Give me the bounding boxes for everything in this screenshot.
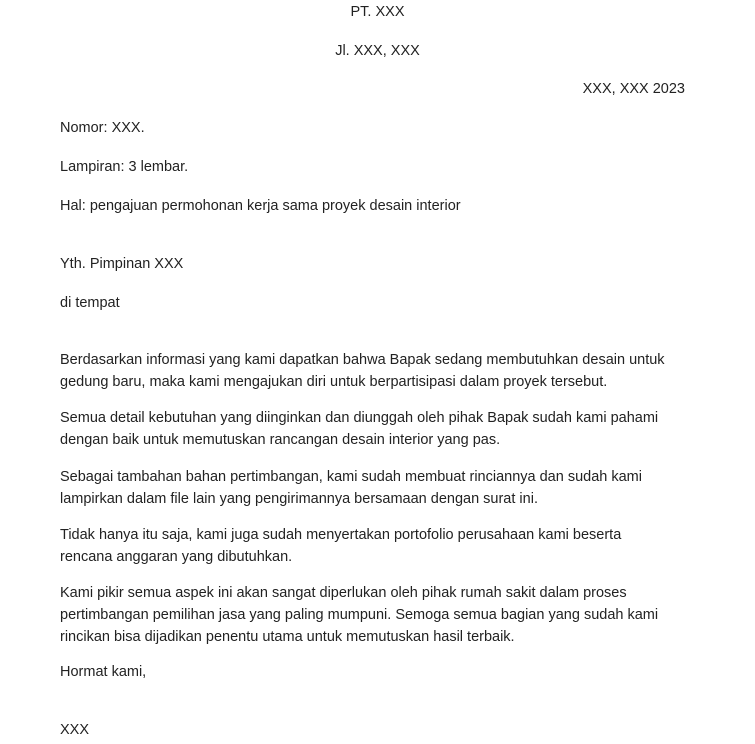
recipient-location: di tempat (60, 295, 120, 311)
body-paragraph-3 (60, 466, 720, 510)
letter-number: Nomor: XXX. (60, 120, 145, 136)
company-address: Jl. XXX, XXX (335, 43, 420, 59)
body-paragraph-5 (60, 582, 720, 648)
closing-salutation: Hormat kami, (60, 664, 147, 680)
body-paragraph-4 (60, 524, 720, 568)
letter-date: XXX, XXX 2023 (582, 81, 685, 97)
paragraph-line: Sebagai tambahan bahan pertimbangan, kami sudah membuat rinciannya dan sudah kami (60, 469, 642, 485)
paragraph-line: Tidak hanya itu saja, kami juga sudah menyertakan portofolio perusahaan kami beserta (60, 527, 622, 543)
letter-attachment: Lampiran: 3 lembar. (60, 159, 189, 175)
paragraph-line: pertimbangan pemilihan jasa yang paling mumpuni. Semoga semua bagian yang sudah kami (60, 607, 659, 623)
paragraph-line: rincikan bisa dijadikan penentu utama untuk memutuskan hasil terbaik. (60, 629, 515, 645)
paragraph-line: Kami pikir semua aspek ini akan sangat diperlukan oleh pihak rumah sakit dalam proses (60, 585, 627, 601)
body-paragraph-1 (60, 349, 720, 393)
paragraph-line: dengan baik untuk memutuskan rancangan desain interior yang pas. (60, 432, 501, 448)
paragraph-line: rencana anggaran yang dibutuhkan. (60, 549, 293, 565)
recipient-name: Yth. Pimpinan XXX (60, 256, 184, 272)
paragraph-line: Semua detail kebutuhan yang diinginkan dan diunggah oleh pihak Bapak sudah kami pahami (60, 410, 659, 426)
paragraph-line: Berdasarkan informasi yang kami dapatkan bahwa Bapak sedang membutuhkan desain untuk (60, 352, 665, 368)
letter-subject: Hal: pengajuan permohonan kerja sama proyek desain interior (60, 198, 461, 214)
paragraph-line: gedung baru, maka kami mengajukan diri untuk berpartisipasi dalam proyek tersebut. (60, 374, 608, 390)
signature-name: XXX (60, 722, 90, 738)
body-paragraph-2 (60, 407, 720, 451)
company-name: PT. XXX (350, 4, 405, 20)
paragraph-line: lampirkan dalam file lain yang pengirimannya bersamaan dengan surat ini. (60, 491, 538, 507)
